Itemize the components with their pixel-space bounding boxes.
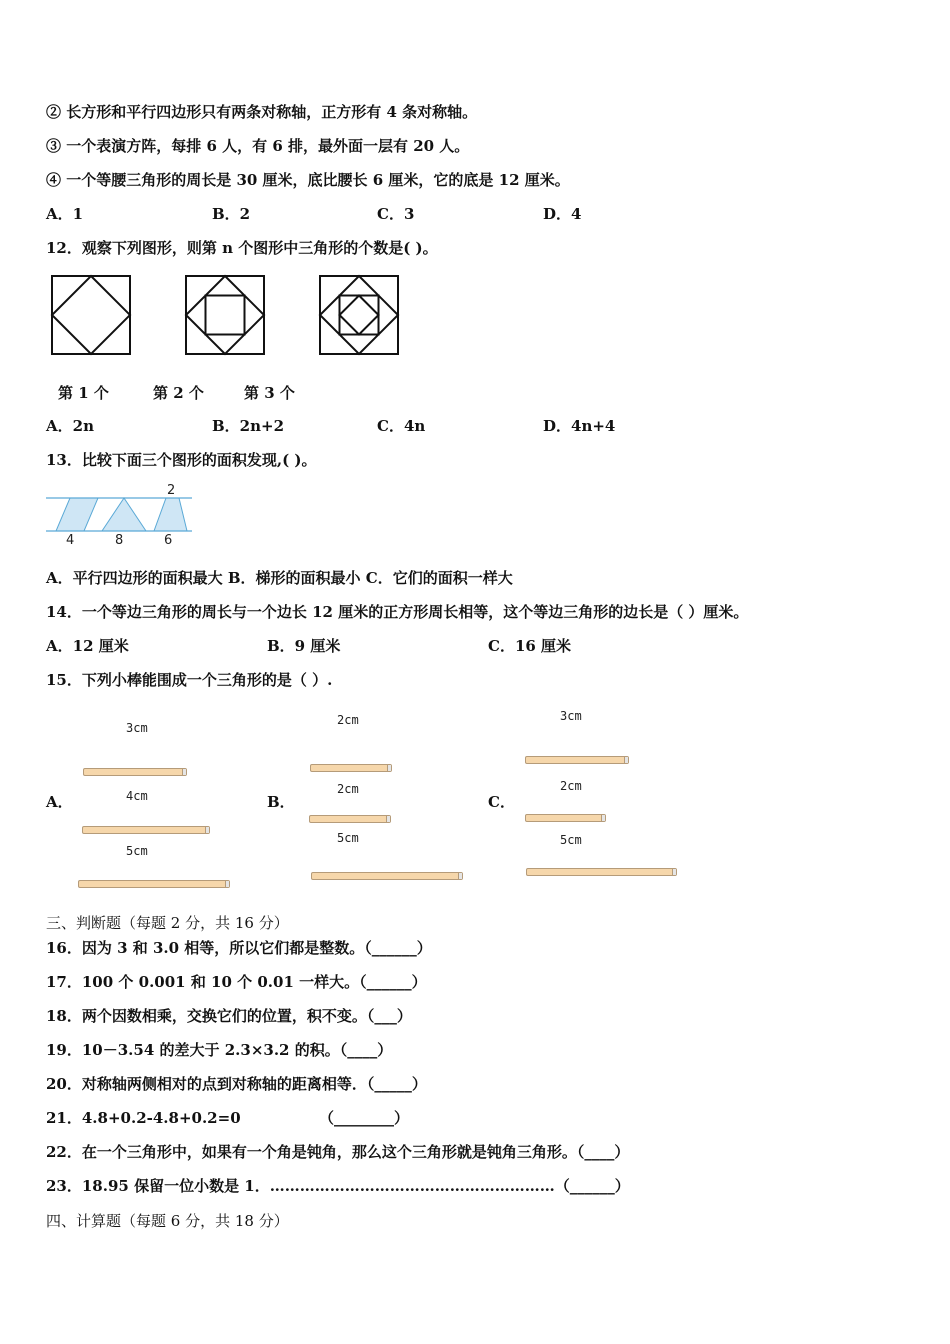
q13-options[interactable]: A．平行四边形的面积最大 B．梯形的面积最小 C．它们的面积一样大 xyxy=(46,569,513,587)
q15-c-stick-2 xyxy=(525,814,606,822)
q15-b-stick-3 xyxy=(311,872,463,880)
q15-b-stick-1 xyxy=(310,764,392,772)
q12-caption-1: 第 1 个 xyxy=(58,384,109,402)
judge-item-22[interactable]: 22．在一个三角形中，如果有一个角是钝角，那么这个三角形就是钝角三角形。（____） xyxy=(46,1143,630,1161)
q13-label-8: 8 xyxy=(115,533,124,548)
q15-option-a[interactable]: A． xyxy=(46,793,73,811)
q15-b-label-1: 2cm xyxy=(337,713,359,727)
q15-a-stick-2 xyxy=(82,826,210,834)
parallelogram-shape xyxy=(56,498,98,531)
q14-option-c[interactable]: C．16 厘米 xyxy=(488,637,572,655)
q14-option-a[interactable]: A．12 厘米 xyxy=(46,637,129,655)
judge-item-21[interactable]: 21．4.8+0.2-4.8+0.2=0 （________） xyxy=(46,1109,409,1127)
q15-c-label-2: 2cm xyxy=(560,779,582,793)
q13-stem: 13．比较下面三个图形的面积发现,( )。 xyxy=(46,451,317,469)
q15-c-stick-1 xyxy=(525,756,629,764)
q12-option-b[interactable]: B．2n+2 xyxy=(212,417,285,435)
judge-item-23[interactable]: 23．18.95 保留一位小数是 1．…………………………………………………（______） xyxy=(46,1177,630,1195)
q13-label-4: 4 xyxy=(66,533,75,548)
q11-option-d[interactable]: D．4 xyxy=(543,205,582,223)
q13-label-6: 6 xyxy=(164,533,173,548)
q13-label-top: 2 xyxy=(167,483,176,498)
q15-a-stick-1 xyxy=(83,768,187,776)
trapezoid-shape xyxy=(154,498,187,531)
q15-option-c[interactable]: C． xyxy=(488,793,515,811)
q15-c-label-3: 5cm xyxy=(560,833,582,847)
q15-stem: 15．下列小棒能围成一个三角形的是（ ）. xyxy=(46,671,333,689)
q11-statement-4: ④ 一个等腰三角形的周长是 30 厘米，底比腰长 6 厘米，它的底是 12 厘米。 xyxy=(46,171,570,189)
q15-option-b[interactable]: B． xyxy=(267,793,295,811)
q13-figure xyxy=(44,480,204,550)
judge-item-20[interactable]: 20．对称轴两侧相对的点到对称轴的距离相等．（_____） xyxy=(46,1075,427,1093)
q15-a-stick-3 xyxy=(78,880,230,888)
q14-option-b[interactable]: B．9 厘米 xyxy=(267,637,341,655)
q15-b-label-2: 2cm xyxy=(337,782,359,796)
q15-b-label-3: 5cm xyxy=(337,831,359,845)
q15-a-label-3: 5cm xyxy=(126,844,148,858)
q15-b-stick-2 xyxy=(309,815,391,823)
q11-statement-2: ② 长方形和平行四边形只有两条对称轴，正方形有 4 条对称轴。 xyxy=(46,103,478,121)
q12-option-a[interactable]: A．2n xyxy=(46,417,94,435)
q11-option-b[interactable]: B．2 xyxy=(212,205,251,223)
q12-stem: 12．观察下列图形，则第 n 个图形中三角形的个数是( )。 xyxy=(46,239,438,257)
q15-c-label-1: 3cm xyxy=(560,709,582,723)
q12-figures xyxy=(50,274,410,358)
q11-statement-3: ③ 一个表演方阵，每排 6 人，有 6 排，最外面一层有 20 人。 xyxy=(46,137,470,155)
section-4-heading: 四、计算题（每题 6 分，共 18 分） xyxy=(46,1212,289,1230)
judge-item-19[interactable]: 19．10－3.54 的差大于 2.3×3.2 的积。（____） xyxy=(46,1041,393,1059)
q12-option-d[interactable]: D．4n+4 xyxy=(543,417,616,435)
judge-item-17[interactable]: 17．100 个 0.001 和 10 个 0.01 一样大。（______） xyxy=(46,973,427,991)
q12-caption-2: 第 2 个 xyxy=(153,384,204,402)
q11-option-c[interactable]: C．3 xyxy=(377,205,415,223)
q11-option-a[interactable]: A．1 xyxy=(46,205,84,223)
judge-item-16[interactable]: 16．因为 3 和 3.0 相等，所以它们都是整数。（______） xyxy=(46,939,432,957)
q12-caption-3: 第 3 个 xyxy=(244,384,295,402)
q12-figure-2 xyxy=(186,276,264,354)
q12-figure-1 xyxy=(52,276,130,354)
q15-c-stick-3 xyxy=(526,868,677,876)
q15-a-label-2: 4cm xyxy=(126,789,148,803)
q14-stem: 14．一个等边三角形的周长与一个边长 12 厘米的正方形周长相等，这个等边三角形的边长是（ ）厘米。 xyxy=(46,603,749,621)
section-3-heading: 三、判断题（每题 2 分，共 16 分） xyxy=(46,914,289,932)
q12-option-c[interactable]: C．4n xyxy=(377,417,426,435)
q12-figure-3 xyxy=(320,276,398,354)
triangle-shape xyxy=(102,498,146,531)
judge-item-18[interactable]: 18．两个因数相乘，交换它们的位置，积不变。（___） xyxy=(46,1007,412,1025)
q15-a-label-1: 3cm xyxy=(126,721,148,735)
